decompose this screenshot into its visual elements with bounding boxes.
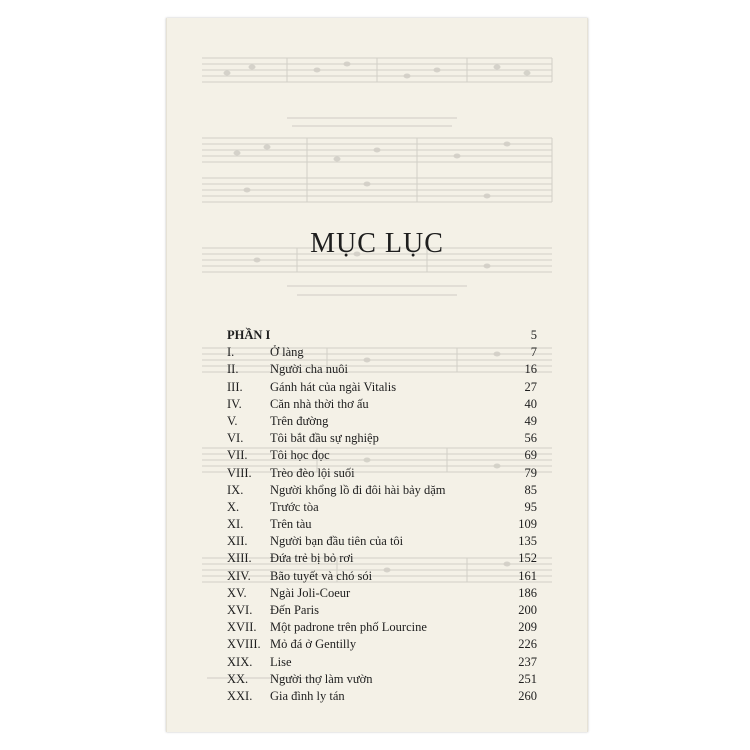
page-number: 40 <box>524 396 537 411</box>
page-number: 260 <box>518 688 537 703</box>
toc-entry <box>227 447 537 464</box>
toc-entry <box>227 568 537 585</box>
page-number: 237 <box>518 654 537 669</box>
toc-entry <box>227 361 537 378</box>
chapter-number: XI. <box>227 517 244 532</box>
toc-entry <box>227 430 537 447</box>
book-page <box>166 18 588 732</box>
chapter-title: Gánh hát của ngài Vitalis <box>270 379 397 394</box>
page-number: 56 <box>524 431 537 446</box>
chapter-number: VI. <box>227 431 244 446</box>
chapter-title: Mỏ đá ở Gentilly <box>270 637 357 652</box>
page-number: 16 <box>524 362 537 377</box>
toc-entry <box>227 344 537 361</box>
chapter-number: XIII. <box>227 551 252 566</box>
chapter-title: Người thợ làm vườn <box>270 671 373 686</box>
toc-entry <box>227 396 537 413</box>
page-number: 135 <box>518 534 537 549</box>
toc-part-heading <box>227 327 537 344</box>
toc-entry <box>227 465 537 482</box>
page-number: 186 <box>518 585 537 600</box>
chapter-title: Người cha nuôi <box>270 362 348 377</box>
table-of-contents <box>227 327 537 705</box>
toc-entry <box>227 654 537 671</box>
chapter-title: Tôi bắt đầu sự nghiệp <box>270 431 379 446</box>
chapter-title: Tôi học đọc <box>270 448 330 463</box>
toc-entry <box>227 533 537 550</box>
page-number: 95 <box>524 499 537 514</box>
chapter-title: Đến Paris <box>270 603 319 617</box>
chapter-number: XVIII. <box>227 637 261 652</box>
page-number: 69 <box>524 448 537 463</box>
chapter-title: Căn nhà thời thơ ấu <box>270 396 369 411</box>
chapter-title: Một padrone trên phố Lourcine <box>270 620 427 635</box>
toc-entry <box>227 550 537 567</box>
toc-entry <box>227 585 537 602</box>
page-number: 7 <box>530 345 537 360</box>
chapter-number: XIV. <box>227 568 251 583</box>
page-number: 49 <box>524 413 537 428</box>
chapter-number: XVI. <box>227 603 253 617</box>
chapter-number: IX. <box>227 482 244 497</box>
chapter-title: Bão tuyết và chó sói <box>270 568 373 583</box>
chapter-title: Người khổng lồ đi đôi hài bảy dặm <box>270 482 446 497</box>
page-number: 5 <box>530 328 537 342</box>
page-number: 109 <box>518 517 537 532</box>
toc-entry <box>227 516 537 533</box>
chapter-number: XXI. <box>227 688 253 703</box>
toc-entry <box>227 602 537 619</box>
toc-entry <box>227 636 537 653</box>
chapter-title: Lise <box>270 654 292 669</box>
chapter-number: IV. <box>227 396 242 411</box>
page-number: 161 <box>518 568 537 583</box>
page-number: 251 <box>518 671 537 686</box>
chapter-title: Trước tòa <box>270 499 319 514</box>
chapter-title: Trên tàu <box>270 517 312 532</box>
page-number: 79 <box>524 465 537 480</box>
toc-entry <box>227 482 537 499</box>
page-number: 200 <box>518 603 537 617</box>
chapter-number: XVII. <box>227 620 257 635</box>
page-number: 152 <box>518 551 537 566</box>
chapter-title: Đứa trẻ bị bỏ rơi <box>270 551 354 566</box>
chapter-number: VIII. <box>227 465 252 480</box>
chapter-title: Trên đường <box>270 413 329 428</box>
chapter-title: Ở làng <box>270 345 304 360</box>
page-number: 226 <box>518 637 537 652</box>
chapter-title: Người bạn đầu tiên của tôi <box>270 534 404 549</box>
toc-entry <box>227 671 537 688</box>
page-number: 85 <box>524 482 537 497</box>
chapter-title: PHẦN I <box>227 328 271 342</box>
chapter-number: X. <box>227 499 240 514</box>
toc-entry <box>227 688 537 705</box>
toc-entry <box>227 379 537 396</box>
chapter-number: VII. <box>227 448 248 463</box>
chapter-title: Trèo đèo lội suối <box>270 465 355 480</box>
chapter-number: XV. <box>227 585 247 600</box>
page-title: MỤC LỤC <box>310 228 444 259</box>
chapter-title: Gia đình ly tán <box>270 688 345 703</box>
toc-entry <box>227 619 537 636</box>
page-number: 209 <box>518 620 537 635</box>
chapter-number: I. <box>227 345 235 360</box>
chapter-title: Ngài Joli-Coeur <box>270 585 351 600</box>
chapter-number: XX. <box>227 671 249 686</box>
chapter-number: XII. <box>227 534 248 549</box>
chapter-number: V. <box>227 413 238 428</box>
page-number: 27 <box>524 379 537 394</box>
chapter-number: II. <box>227 362 239 377</box>
chapter-number: III. <box>227 379 243 394</box>
toc-entry <box>227 413 537 430</box>
toc-entry <box>227 499 537 516</box>
chapter-number: XIX. <box>227 654 253 669</box>
